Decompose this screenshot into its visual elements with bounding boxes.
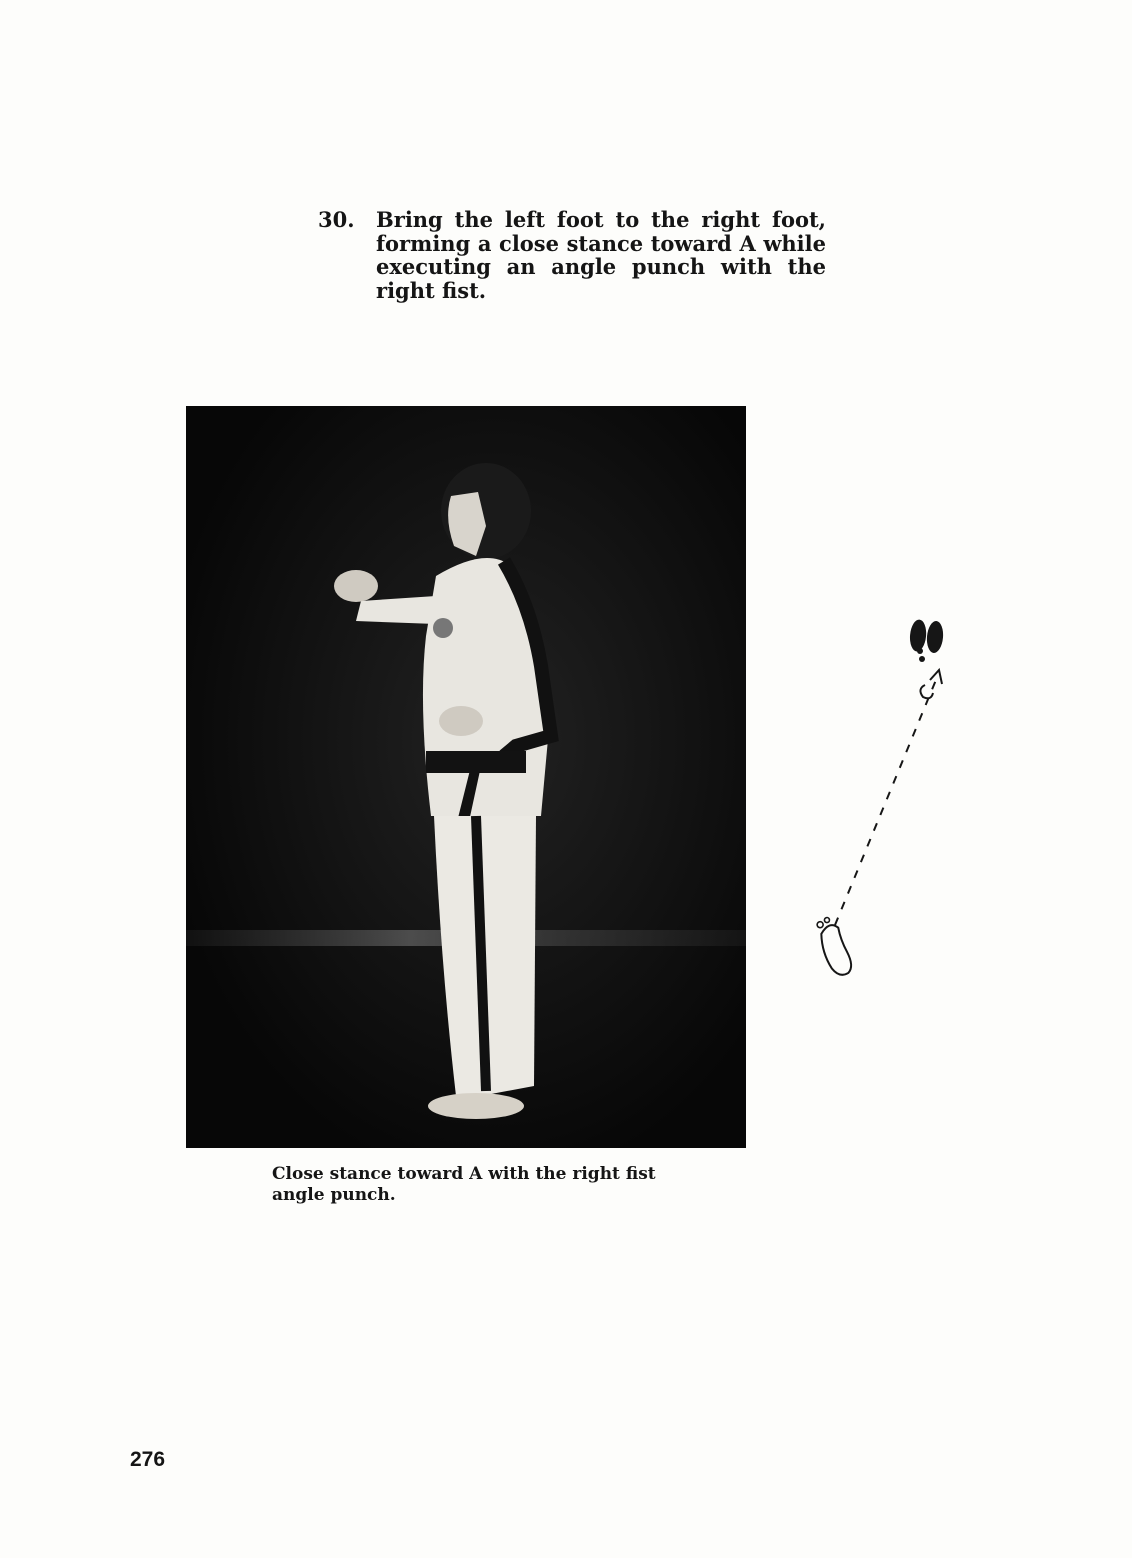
movement-arrow-icon (835, 670, 942, 925)
stance-photo-illustration (186, 406, 746, 1148)
starting-foot-icon (813, 915, 854, 979)
instruction-step (318, 208, 826, 302)
stance-photo (186, 406, 746, 1148)
page-number: 276 (130, 1448, 166, 1471)
photo-caption: Close stance toward A with the right fist angle punch. (272, 1164, 656, 1205)
step-text: Bring the left foot to the right foot, forming a close stance toward A while executing an angle punch with the right fist. (376, 207, 826, 303)
step-number: 30. (318, 207, 355, 232)
footwork-diagram (800, 600, 980, 1004)
close-stance-feet-icon (909, 619, 945, 698)
